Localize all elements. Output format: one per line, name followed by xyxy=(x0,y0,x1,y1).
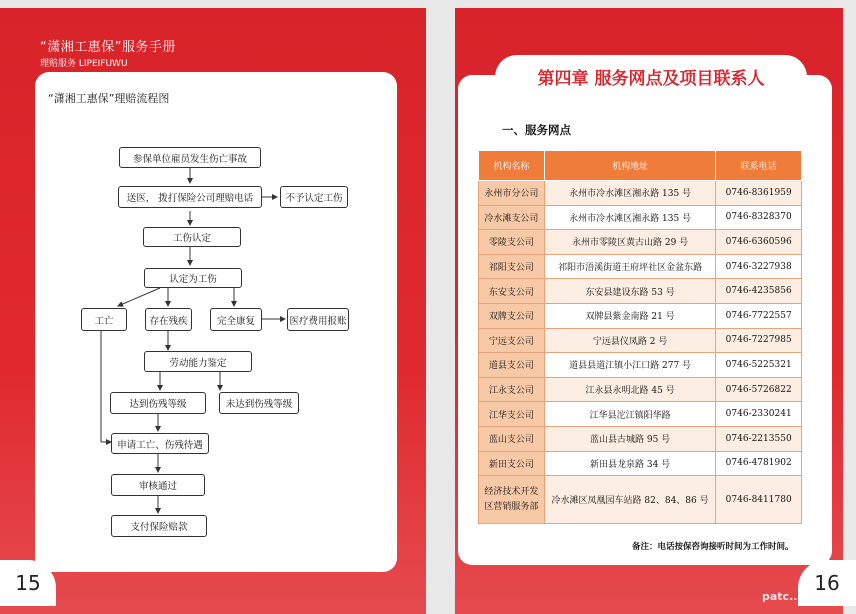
cell-name: 永州市分公司 xyxy=(479,181,545,206)
table-row xyxy=(479,279,802,304)
table-row xyxy=(479,377,802,402)
cell-name: 经济技术开发区营销服务部 xyxy=(479,476,545,524)
cell-phone: 0746-4781902 xyxy=(716,451,802,476)
cell-address: 永州市冷水滩区湘永路 135 号 xyxy=(544,205,715,230)
table-row xyxy=(479,451,802,476)
flow-node-not-recognized: 不予认定工伤 xyxy=(280,186,348,208)
brand-title: “潇湘工惠保”服务手册 xyxy=(40,40,176,55)
flow-node-report: 送医， 拨打保险公司理赔电话 xyxy=(118,186,262,208)
chapter-title: 第四章 服务网点及项目联系人 xyxy=(495,55,807,97)
flow-node-death: 工亡 xyxy=(81,308,127,331)
cell-phone: 0746-4235856 xyxy=(716,279,802,304)
table-row xyxy=(479,181,802,206)
cell-phone: 0746-5726822 xyxy=(716,377,802,402)
cell-name: 冷水滩支公司 xyxy=(479,205,545,230)
cell-address: 新田县龙泉路 34 号 xyxy=(544,451,715,476)
cell-address: 永州市冷水滩区湘永路 135 号 xyxy=(544,181,715,206)
watermark: patc...com xyxy=(762,590,828,603)
connector xyxy=(118,288,160,306)
cell-address: 道县县道江镇小江口路 277 号 xyxy=(544,353,715,378)
table-row xyxy=(479,303,802,328)
table-row xyxy=(479,476,802,524)
table-row xyxy=(479,205,802,230)
cell-phone: 0746-8361959 xyxy=(716,181,802,206)
page-number-left: 15 xyxy=(0,560,56,606)
table-row xyxy=(479,402,802,427)
cell-phone: 0746-2213550 xyxy=(716,426,802,451)
cell-name: 江华支公司 xyxy=(479,402,545,427)
table-row xyxy=(479,353,802,378)
cell-address: 蓝山县古城路 95 号 xyxy=(544,426,715,451)
cell-address: 宁远县仪凤路 2 号 xyxy=(544,328,715,353)
cell-address: 双牌县紫金南路 21 号 xyxy=(544,303,715,328)
cell-address: 冷水滩区凤凰园车站路 82、84、86 号 xyxy=(544,476,715,524)
cell-phone: 0746-8411780 xyxy=(716,476,802,524)
header-address: 机构地址 xyxy=(544,151,715,181)
flow-node-apply-benefits: 申请工亡、伤残待遇 xyxy=(111,433,209,454)
cell-address: 祁阳市浯溪街道王府坪社区金盆东路 xyxy=(544,254,715,279)
flowchart-title: “潇湘工惠保”理赔流程图 xyxy=(48,92,170,105)
cell-phone: 0746-7722557 xyxy=(716,303,802,328)
flow-node-payout: 支付保险赔款 xyxy=(111,515,207,537)
cell-address: 江华县沱江镇阳华路 xyxy=(544,402,715,427)
header-phone: 联系电话 xyxy=(716,151,802,181)
table-row xyxy=(479,426,802,451)
flow-node-approved: 审核通过 xyxy=(111,474,205,496)
cell-phone: 0746-8328370 xyxy=(716,205,802,230)
cell-name: 蓝山支公司 xyxy=(479,426,545,451)
cell-phone: 0746-3227938 xyxy=(716,254,802,279)
cell-address: 东安县建设东路 53 号 xyxy=(544,279,715,304)
cell-name: 江永支公司 xyxy=(479,377,545,402)
cell-name: 双牌支公司 xyxy=(479,303,545,328)
flow-node-medical-reimburse: 医疗费用报账 xyxy=(287,308,349,331)
cell-name: 祁阳支公司 xyxy=(479,254,545,279)
cell-name: 道县支公司 xyxy=(479,353,545,378)
flow-node-disability: 存在残疾 xyxy=(145,308,192,331)
cell-name: 新田支公司 xyxy=(479,451,545,476)
cell-name: 宁远支公司 xyxy=(479,328,545,353)
cell-phone: 0746-6360596 xyxy=(716,230,802,255)
cell-name: 零陵支公司 xyxy=(479,230,545,255)
table-footnote: 备注：电话按保咨询接听时间为工作时间。 xyxy=(632,542,794,552)
flow-node-injury-assessment: 工伤认定 xyxy=(143,227,241,247)
section-title: 一、服务网点 xyxy=(502,123,571,137)
flow-node-capacity-appraisal: 劳动能力鉴定 xyxy=(144,351,252,372)
table-header-row xyxy=(479,151,802,181)
cell-address: 江永县永明北路 45 号 xyxy=(544,377,715,402)
flow-node-disability-met: 达到伤残等级 xyxy=(110,392,206,414)
cell-phone: 0746-7227985 xyxy=(716,328,802,353)
flow-node-recognized: 认定为工伤 xyxy=(144,268,242,288)
cell-name: 东安支公司 xyxy=(479,279,545,304)
cell-phone: 0746-2330241 xyxy=(716,402,802,427)
table-row xyxy=(479,254,802,279)
flow-node-disability-not-met: 未达到伤残等级 xyxy=(219,392,299,414)
table-row xyxy=(479,328,802,353)
flow-node-accident: 参保单位雇员发生伤亡事故 xyxy=(119,147,261,168)
flow-node-recovered: 完全康复 xyxy=(210,308,262,331)
cell-address: 永州市零陵区黄古山路 29 号 xyxy=(544,230,715,255)
service-outlets-table xyxy=(478,150,802,524)
page-number-right: 16 xyxy=(798,560,856,606)
brand-subtitle: 理赔服务 LIPEIFUWU xyxy=(40,59,128,69)
header-name: 机构名称 xyxy=(479,151,545,181)
table-row xyxy=(479,230,802,255)
cell-phone: 0746-5225321 xyxy=(716,353,802,378)
